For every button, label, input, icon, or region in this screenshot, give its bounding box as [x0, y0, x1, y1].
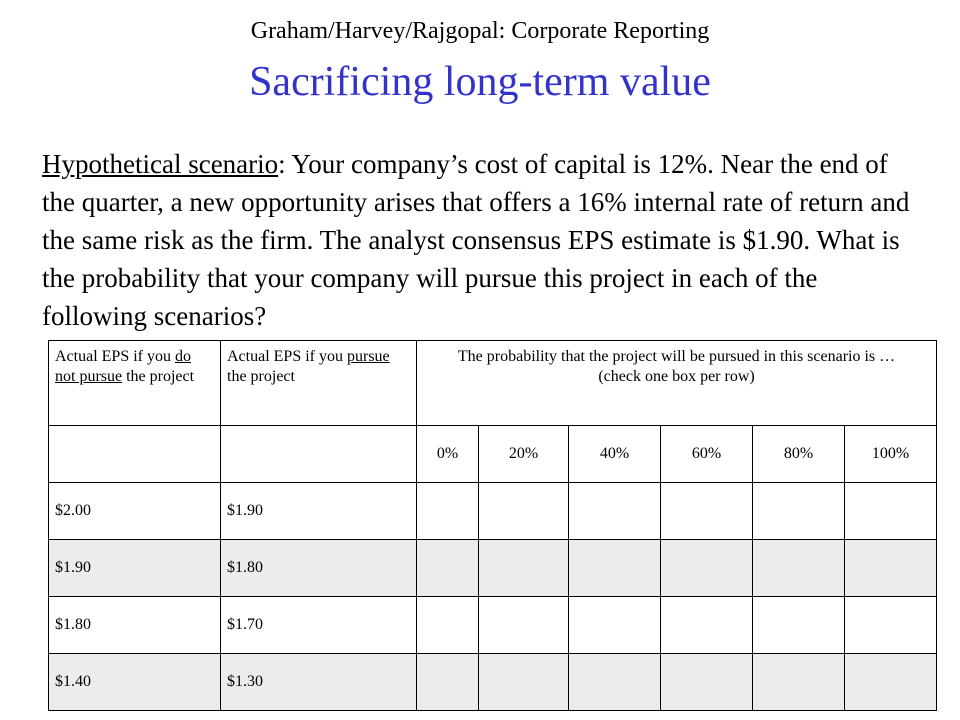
- percent-40: 40%: [569, 426, 661, 483]
- check-box-100[interactable]: [845, 597, 937, 654]
- slide-title: Sacrificing long-term value: [249, 59, 711, 105]
- probability-table: [48, 340, 937, 711]
- check-box-20[interactable]: [479, 597, 569, 654]
- scenario-paragraph: [42, 145, 922, 335]
- eps-not-pursue: $1.90: [49, 540, 221, 597]
- eps-pursue: $1.70: [221, 597, 417, 654]
- check-box-0[interactable]: [417, 597, 479, 654]
- table-row: [49, 597, 937, 654]
- percent-20: 20%: [479, 426, 569, 483]
- slide-header: Graham/Harvey/Rajgopal: Corporate Reporting: [250, 18, 710, 44]
- check-box-80[interactable]: [753, 483, 845, 540]
- check-box-60[interactable]: [661, 483, 753, 540]
- check-box-0[interactable]: [417, 654, 479, 711]
- empty-cell: [221, 426, 417, 483]
- check-box-40[interactable]: [569, 597, 661, 654]
- eps-not-pursue: $1.40: [49, 654, 221, 711]
- check-box-80[interactable]: [753, 654, 845, 711]
- check-box-20[interactable]: [479, 540, 569, 597]
- col-header-probability: The probability that the project will be pursued in this scenario is … (check one box per row): [417, 341, 937, 426]
- check-box-40[interactable]: [569, 540, 661, 597]
- percent-header-row: [49, 426, 937, 483]
- eps-pursue: $1.30: [221, 654, 417, 711]
- check-box-60[interactable]: [661, 540, 753, 597]
- check-box-100[interactable]: [845, 540, 937, 597]
- percent-60: 60%: [661, 426, 753, 483]
- percent-0: 0%: [417, 426, 479, 483]
- col-header-pursue: Actual EPS if you pursue the project: [221, 341, 417, 426]
- check-box-60[interactable]: [661, 654, 753, 711]
- table-row: [49, 654, 937, 711]
- check-box-0[interactable]: [417, 540, 479, 597]
- percent-80: 80%: [753, 426, 845, 483]
- check-box-0[interactable]: [417, 483, 479, 540]
- check-box-80[interactable]: [753, 540, 845, 597]
- check-box-60[interactable]: [661, 597, 753, 654]
- check-box-20[interactable]: [479, 654, 569, 711]
- eps-not-pursue: $2.00: [49, 483, 221, 540]
- check-box-100[interactable]: [845, 654, 937, 711]
- check-box-40[interactable]: [569, 654, 661, 711]
- eps-pursue: $1.80: [221, 540, 417, 597]
- empty-cell: [49, 426, 221, 483]
- eps-not-pursue: $1.80: [49, 597, 221, 654]
- check-box-20[interactable]: [479, 483, 569, 540]
- eps-pursue: $1.90: [221, 483, 417, 540]
- percent-100: 100%: [845, 426, 937, 483]
- check-box-40[interactable]: [569, 483, 661, 540]
- scenario-label: Hypothetical scenario: [42, 149, 279, 179]
- check-box-100[interactable]: [845, 483, 937, 540]
- check-box-80[interactable]: [753, 597, 845, 654]
- col-header-not-pursue: Actual EPS if you do not pursue the project: [49, 341, 221, 426]
- table-row: [49, 540, 937, 597]
- table-row: [49, 483, 937, 540]
- scenario-text: : Your company’s cost of capital is 12%. Near the end of the quarter, a new opportunity arises that offers a 16% internal rate of return and the same risk as the firm. The analyst consensus EPS estimate is $1.90. What is the probability that your company will pursue this project in each of the following scenarios?: [42, 149, 910, 331]
- table-header-row: [49, 341, 937, 426]
